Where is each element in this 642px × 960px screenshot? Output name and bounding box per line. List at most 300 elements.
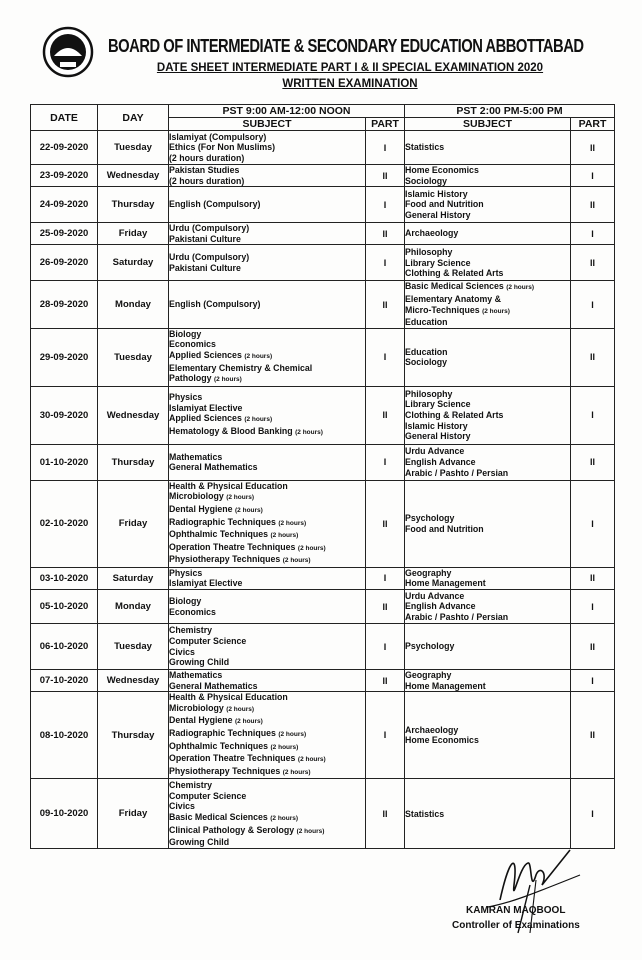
evening-part: II [571,624,615,670]
exam-day: Friday [98,480,169,567]
subject-name: Archaeology [405,228,459,239]
subject-name: Economics [169,606,216,617]
subject-name: Library Science [405,399,471,410]
subject-name: Islamic History [405,188,468,199]
subject-name: Food and Nutrition [405,199,484,210]
morning-part-header: PART [366,118,405,131]
subject-name: Microbiology [169,491,224,502]
subject-name: Computer Science [169,790,247,801]
duration-note: (2 hours) [295,428,323,436]
subject-line [169,801,365,812]
subject-name: Elementary Chemistry & Chemical [169,362,313,373]
subject-name: Applied Sciences [169,349,242,360]
morning-part: I [366,187,405,223]
subject-line [169,596,365,607]
subject-name: Pakistan Studies [169,165,240,175]
subject-name: Urdu Advance [405,446,465,457]
morning-subjects [169,187,366,223]
morning-subjects [169,131,366,165]
subject-line [169,176,365,187]
exam-date: 08-10-2020 [31,692,98,779]
exam-day: Wednesday [98,386,169,444]
evening-part: II [571,245,615,281]
morning-part: II [366,670,405,692]
subject-name: Chemistry [169,625,213,636]
evening-part: II [571,567,615,589]
exam-date: 30-09-2020 [31,386,98,444]
subject-line [169,647,365,658]
subject-line [405,281,570,294]
exam-date: 28-09-2020 [31,281,98,328]
subject-name: Dental Hygiene [169,715,233,726]
morning-subjects [169,692,366,779]
subject-line [405,641,570,652]
subject-name: Islamiyat Elective [169,578,243,589]
exam-day: Friday [98,779,169,849]
subject-line [169,791,365,802]
evening-subjects [405,245,571,281]
exam-date: 05-10-2020 [31,590,98,624]
subject-line [405,809,570,820]
subject-line [169,426,365,439]
morning-part: I [366,131,405,165]
subject-name: Education [405,346,448,357]
morning-subjects [169,624,366,670]
subject-line [169,715,365,728]
subject-name: English (Compulsory) [169,299,261,310]
morning-part: I [366,245,405,281]
morning-subjects [169,670,366,692]
subject-line [169,703,365,716]
morning-subjects [169,590,366,624]
duration-note: (2 hours) [244,416,273,424]
evening-part: II [571,328,615,386]
table-row [31,692,615,779]
subject-line [405,735,570,746]
subject-line [169,132,365,143]
subject-line [405,670,570,681]
subject-name: Physics [169,567,203,578]
exam-date: 26-09-2020 [31,245,98,281]
subject-name: Library Science [405,257,471,268]
date-sheet-table [30,104,615,849]
evening-part: II [571,444,615,480]
exam-day: Tuesday [98,624,169,670]
table-row [31,245,615,281]
subject-name: Home Economics [405,165,479,175]
subject-line [169,657,365,668]
duration-note: (2 hours) [482,307,510,315]
exam-date: 24-09-2020 [31,187,98,223]
subject-name: Pathology [169,373,212,384]
subject-name: Dental Hygiene [169,503,233,514]
subject-line [405,513,570,524]
subject-name: Ophthalmic Techniques [169,740,269,751]
evening-part: I [571,223,615,245]
subject-name: English Advance [405,456,476,467]
morning-subjects [169,444,366,480]
exam-date: 23-09-2020 [31,165,98,187]
duration-note: (2 hours) [226,705,255,713]
subject-line [169,392,365,403]
exam-day: Wednesday [98,670,169,692]
subject-line [169,681,365,692]
subject-name: Arabic / Pashto / Persian [405,611,509,622]
subject-name: Biology [169,328,202,339]
subject-name: Radiographic Techniques [169,516,276,527]
morning-part: II [366,281,405,328]
evening-subjects [405,624,571,670]
subject-line [169,728,365,741]
evening-subjects [405,187,571,223]
subject-name: Arabic / Pashto / Persian [405,467,509,478]
duration-note: (2 hours) [506,284,535,292]
table-row [31,480,615,567]
subject-line [169,481,365,492]
subject-line [169,462,365,473]
evening-subjects [405,165,571,187]
subject-name: Physiotherapy Techniques [169,554,281,565]
subject-name: Philosophy [405,246,453,257]
duration-note: (2 hours) [296,827,325,835]
exam-date: 01-10-2020 [31,444,98,480]
subject-line [405,268,570,279]
subject-name: Home Management [405,578,486,589]
subject-line [169,252,365,263]
subject-name: Operation Theatre Techniques [169,753,296,764]
board-title: BOARD OF INTERMEDIATE & SECONDARY EDUCATION ABBOTTABAD [108,36,584,56]
duration-note: (2 hours) [278,519,307,527]
duration-note: (2 hours) [282,768,311,776]
subject-line [405,468,570,479]
subject-name: Archaeology [405,724,459,735]
table-row [31,187,615,223]
table-row [31,131,615,165]
morning-part: I [366,567,405,589]
subject-line [169,234,365,245]
subject-name: Basic Medical Sciences [405,281,504,292]
morning-part: II [366,480,405,567]
evening-session-header: PST 2:00 PM-5:00 PM [405,105,615,118]
morning-part: I [366,692,405,779]
subject-name: Philosophy [405,388,453,399]
duration-note: (2 hours) [270,814,299,822]
subject-line [169,491,365,504]
evening-subjects [405,670,571,692]
evening-part: I [571,281,615,328]
table-row [31,281,615,328]
morning-part: I [366,624,405,670]
subject-name: (2 hours duration) [169,175,245,186]
subject-line [169,329,365,340]
subject-line [405,228,570,239]
morning-subjects [169,480,366,567]
evening-part: I [571,670,615,692]
subject-name: Hematology & Blood Banking [169,425,293,436]
table-row [31,444,615,480]
morning-part: I [366,328,405,386]
subject-name: Sociology [405,175,448,186]
subject-line [169,670,365,681]
subject-line [405,258,570,269]
subject-name: Sociology [405,357,448,368]
table-row [31,624,615,670]
subject-line [405,389,570,400]
evening-subject-header: SUBJECT [405,118,571,131]
subject-line [169,403,365,414]
duration-note: (2 hours) [297,544,326,552]
subject-line [405,247,570,258]
subject-line [405,421,570,432]
evening-part: I [571,590,615,624]
duration-note: (2 hours) [213,376,242,384]
subject-name: Psychology [405,641,455,652]
exam-day: Tuesday [98,328,169,386]
subject-name: Economics [169,339,216,350]
morning-part: II [366,590,405,624]
subject-line [169,199,365,210]
subject-line [405,601,570,612]
morning-part: II [366,779,405,849]
exam-day: Monday [98,590,169,624]
subject-name: Statistics [405,808,445,819]
morning-subjects [169,386,366,444]
subject-line [169,741,365,754]
subject-name: Urdu (Compulsory) [169,223,250,234]
subject-name: Operation Theatre Techniques [169,541,296,552]
subject-line [169,165,365,176]
subject-line [169,373,365,386]
exam-date: 22-09-2020 [31,131,98,165]
morning-session-header: PST 9:00 AM-12:00 NOON [169,105,405,118]
subject-name: Health & Physical Education [169,480,288,491]
exam-date: 09-10-2020 [31,779,98,849]
evening-subjects [405,567,571,589]
morning-part: I [366,444,405,480]
subject-name: Growing Child [169,837,230,848]
subject-line [169,753,365,766]
evening-part: II [571,131,615,165]
subject-name: Education [405,317,448,328]
subject-line [169,542,365,555]
subject-line [405,142,570,153]
duration-note: (2 hours) [278,731,307,739]
duration-note: (2 hours) [226,494,255,502]
evening-subjects [405,590,571,624]
subject-line [169,578,365,589]
board-logo [42,26,94,78]
subject-name: Geography [405,567,452,578]
day-header: DAY [98,105,169,131]
table-row [31,386,615,444]
subject-line [405,189,570,200]
table-row [31,670,615,692]
subject-name: Ophthalmic Techniques [169,529,269,540]
subject-name: Home Management [405,680,486,691]
subject-name: Pakistani Culture [169,262,241,273]
subject-name: Psychology [405,513,455,524]
subject-name: General Mathematics [169,462,258,473]
subject-line [169,607,365,618]
subject-name: Health & Physical Education [169,692,288,703]
subject-line [405,357,570,368]
subject-line [405,199,570,210]
date-sheet-subtitle: DATE SHEET INTERMEDIATE PART I & II SPECIAL EXAMINATION 2020 [156,62,544,74]
subject-name: Physiotherapy Techniques [169,765,281,776]
subject-line [169,517,365,530]
table-row [31,779,615,849]
subject-name: Clothing & Related Arts [405,409,504,420]
table-row [31,590,615,624]
subject-name: English (Compulsory) [169,199,261,210]
exam-date: 06-10-2020 [31,624,98,670]
morning-subjects [169,245,366,281]
subject-name: Basic Medical Sciences [169,811,268,822]
subject-line [169,812,365,825]
subject-line [405,725,570,736]
duration-note: (2 hours) [235,718,263,726]
morning-subjects [169,567,366,589]
subject-line [405,612,570,623]
subject-name: Micro-Techniques [405,304,480,315]
exam-date: 29-09-2020 [31,328,98,386]
subject-name: Urdu (Compulsory) [169,252,250,263]
exam-date: 25-09-2020 [31,223,98,245]
duration-note: (2 hours) [244,352,273,360]
duration-note: (2 hours) [235,506,263,514]
subject-name: Radiographic Techniques [169,728,276,739]
subject-line [405,681,570,692]
morning-subjects [169,328,366,386]
exam-day: Thursday [98,444,169,480]
evening-part: II [571,692,615,779]
subject-name: Microbiology [169,702,224,713]
subject-name: Biology [169,595,202,606]
subject-line [169,363,365,374]
subject-line [169,263,365,274]
subject-line [169,568,365,579]
subject-line [169,153,365,164]
exam-day: Saturday [98,245,169,281]
evening-subjects [405,386,571,444]
subject-line [169,636,365,647]
subject-name: Food and Nutrition [405,523,484,534]
exam-date: 03-10-2020 [31,567,98,589]
evening-subjects [405,281,571,328]
subject-name: Civics [169,646,195,657]
subject-line [405,176,570,187]
duration-note: (2 hours) [270,743,299,751]
subject-name: Clothing & Related Arts [405,268,504,279]
subject-name: Geography [405,670,452,681]
evening-part: I [571,165,615,187]
subject-name: Clinical Pathology & Serology [169,824,295,835]
subject-line [405,431,570,442]
subject-line [169,766,365,779]
exam-day: Tuesday [98,131,169,165]
duration-note: (2 hours) [282,557,311,565]
subject-line [169,625,365,636]
subject-line [169,529,365,542]
evening-part: I [571,386,615,444]
subject-line [405,578,570,589]
evening-subjects [405,328,571,386]
evening-part-header: PART [571,118,615,131]
subject-line [169,299,365,310]
subject-line [405,399,570,410]
subject-line [169,142,365,153]
subject-line [169,780,365,791]
subject-line [405,294,570,305]
morning-part: II [366,223,405,245]
subject-line [405,305,570,318]
signatory-title: Controller of Examinations [452,920,580,931]
subject-name: Growing Child [169,657,230,668]
evening-part: I [571,480,615,567]
subject-line [405,347,570,358]
subject-line [405,591,570,602]
subject-line [169,554,365,567]
subject-line [405,210,570,221]
subject-name: Mathematics [169,451,223,462]
subject-name: (2 hours duration) [169,152,245,163]
exam-day: Thursday [98,692,169,779]
exam-date: 07-10-2020 [31,670,98,692]
morning-subjects [169,223,366,245]
subject-name: Islamic History [405,420,468,431]
table-row [31,223,615,245]
table-row [31,567,615,589]
morning-subjects [169,281,366,328]
subject-line [169,350,365,363]
subject-name: Applied Sciences [169,413,242,424]
subject-name: Statistics [405,142,445,153]
exam-day: Monday [98,281,169,328]
subject-name: Physics [169,392,203,403]
duration-note: (2 hours) [270,532,299,540]
subject-name: Pakistani Culture [169,233,241,244]
exam-type-subtitle: WRITTEN EXAMINATION [282,78,418,90]
subject-line [405,568,570,579]
morning-part: II [366,165,405,187]
subject-name: Islamiyat (Compulsory) [169,131,267,142]
subject-line [169,692,365,703]
evening-part: I [571,779,615,849]
subject-line [169,339,365,350]
subject-name: Elementary Anatomy & [405,293,501,304]
subject-line [169,837,365,848]
subject-line [405,524,570,535]
evening-subjects [405,480,571,567]
duration-note: (2 hours) [297,756,326,764]
exam-day: Friday [98,223,169,245]
subject-name: General History [405,431,471,442]
table-row [31,165,615,187]
evening-subjects [405,131,571,165]
subject-line [169,413,365,426]
subject-name: Ethics (For Non Muslims) [169,142,276,153]
evening-subjects [405,779,571,849]
subject-line [405,410,570,421]
subject-name: General History [405,209,471,220]
exam-day: Wednesday [98,165,169,187]
exam-date: 02-10-2020 [31,480,98,567]
subject-line [405,457,570,468]
subject-name: General Mathematics [169,680,258,691]
subject-line [169,504,365,517]
subject-name: English Advance [405,601,476,612]
morning-subjects [169,165,366,187]
